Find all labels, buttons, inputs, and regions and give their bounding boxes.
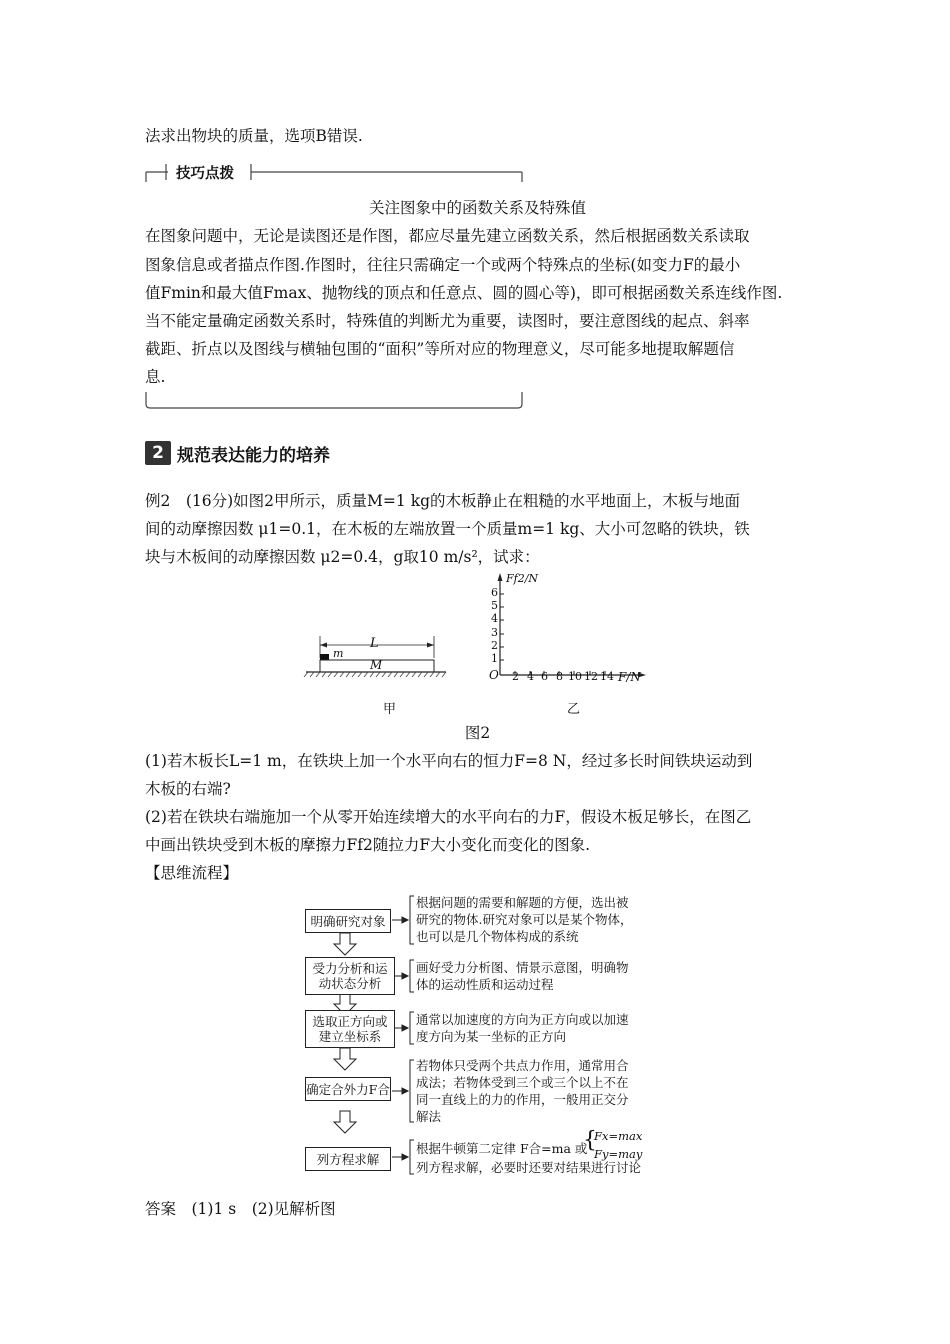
caption-right: 乙 — [567, 702, 581, 717]
x-tick: 12 — [584, 670, 598, 683]
tip-line: 在图象问题中，无论是读图还是作图，都应尽量先建立函数关系，然后根据函数关系读取 — [145, 227, 750, 245]
y-tick: 4 — [491, 612, 498, 625]
x-tick: 14 — [600, 670, 614, 683]
flow-desc-2: 画好受力分析图、情景示意图，明确物 — [416, 960, 629, 975]
flow-step-3: 选取正方向或建立坐标系 — [305, 1010, 395, 1048]
section-number: 2 — [145, 441, 171, 465]
flow-desc-4: 解法 — [416, 1109, 442, 1124]
tip-label: 技巧点拨 — [176, 166, 234, 182]
flow-desc-1: 也可以是几个物体构成的系统 — [416, 929, 579, 944]
section-title: 规范表达能力的培养 — [177, 446, 330, 466]
flow-desc-2: 体的运动性质和运动过程 — [416, 977, 554, 992]
flow-desc-4: 成法；若物体受到三个或三个以上不在 — [416, 1075, 629, 1090]
answer: 答案 (1)1 s (2)见解析图 — [145, 1200, 336, 1218]
flow-desc-3: 通常以加速度的方向为正方向或以加速 — [416, 1012, 629, 1027]
flow-eq-x: Fx=max — [594, 1129, 643, 1143]
flow-step-4: 确定合外力F合 — [305, 1077, 391, 1101]
question-line: 木板的右端? — [145, 780, 231, 798]
flow-desc-4: 同一直线上的力的作用，一般用正交分 — [416, 1092, 629, 1107]
thinking-label: 【思维流程】 — [145, 864, 239, 882]
y-tick: 5 — [491, 599, 498, 612]
flow-desc-1: 研究的物体.研究对象可以是某个物体， — [416, 912, 633, 927]
y-tick: 1 — [491, 652, 498, 665]
example-line: 块与木板间的动摩擦因数 μ2=0.4，g取10 m/s²，试求： — [145, 548, 540, 566]
flow-step-5: 列方程求解 — [305, 1147, 391, 1171]
y-tick: 6 — [491, 586, 498, 599]
x-tick: 8 — [556, 670, 563, 683]
question-line: (1)若木板长L=1 m，在铁块上加一个水平向右的恒力F=8 N，经过多长时间铁块运动到 — [145, 752, 753, 770]
flow-eq-y: Fy=may — [594, 1147, 643, 1161]
block-label: m — [333, 647, 344, 660]
x-axis-label: F/N — [618, 670, 641, 684]
brace-symbol: { — [583, 1128, 597, 1153]
x-tick: 10 — [568, 670, 582, 683]
y-tick: 3 — [491, 626, 498, 639]
example-line: 例2 (16分)如图2甲所示，质量M=1 kg的木板静止在粗糙的水平地面上，木板与地面 — [145, 492, 741, 510]
flow-desc-1: 根据问题的需要和解题的方便，选出被 — [416, 895, 629, 910]
x-tick: 4 — [527, 670, 534, 683]
example-line: 间的动摩擦因数 μ1=0.1，在木板的左端放置一个质量m=1 kg、大小可忽略的铁块，铁 — [145, 520, 750, 538]
length-label: L — [370, 636, 379, 651]
origin-label: O — [489, 668, 499, 682]
iron-block — [320, 654, 329, 660]
tip-line: 值Fmin和最大值Fmax、抛物线的顶点和任意点、圆的圆心等)，即可根据函数关系连线作图. — [145, 284, 783, 302]
y-tick: 2 — [491, 639, 498, 652]
caption-left: 甲 — [383, 702, 397, 717]
tip-line: 截距、折点以及图线与横轴包围的“面积”等所对应的物理意义，尽可能多地提取解题信 — [145, 340, 735, 358]
flow-desc-3: 度方向为某一坐标的正方向 — [416, 1029, 567, 1044]
tip-line: 当不能定量确定函数关系时，特殊值的判断尤为重要，读图时，要注意图线的起点、斜率 — [145, 312, 750, 330]
tip-line: 图象信息或者描点作图.作图时，往往只需确定一个或两个特殊点的坐标(如变力F的最小 — [145, 256, 741, 274]
flow-desc-4: 若物体只受两个共点力作用，通常用合 — [416, 1058, 629, 1073]
flow-step-2: 受力分析和运动状态分析 — [305, 957, 395, 995]
flow-step-1: 明确研究对象 — [305, 909, 391, 933]
tip-line: 息. — [145, 368, 166, 386]
x-tick: 6 — [541, 670, 548, 683]
flow-desc-5: 列方程求解，必要时还要对结果进行讨论 — [416, 1160, 642, 1175]
question-line: (2)若在铁块右端施加一个从零开始连续增大的水平向右的力F，假设木板足够长，在图乙 — [145, 808, 752, 826]
flow-desc-5: 根据牛顿第二定律 F合=ma 或 — [416, 1141, 588, 1156]
continued-text: 法求出物块的质量，选项B错误. — [145, 127, 363, 145]
board-label: M — [370, 658, 383, 672]
y-axis-label: Ff2/N — [506, 572, 539, 585]
tip-heading: 关注图象中的函数关系及特殊值 — [368, 199, 586, 217]
figure-caption: 图2 — [464, 724, 491, 742]
x-tick: 2 — [512, 670, 519, 683]
question-line: 中画出铁块受到木板的摩擦力Ff2随拉力F大小变化而变化的图象. — [145, 836, 591, 854]
